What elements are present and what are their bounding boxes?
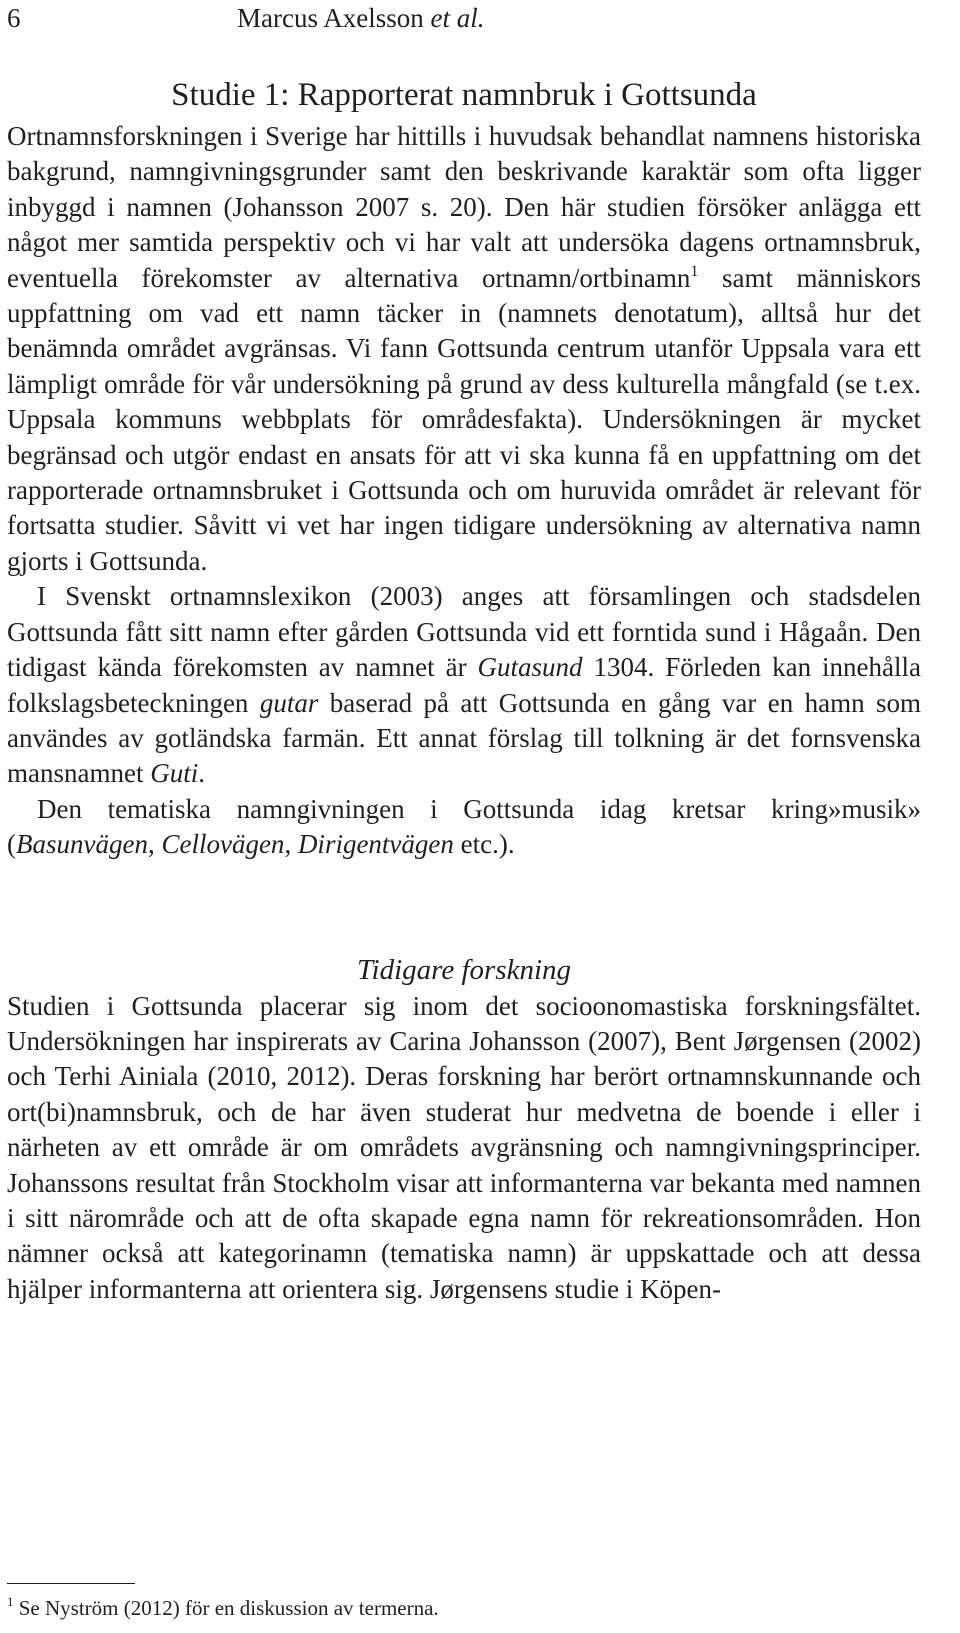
footnote: $^1$ Se Nyström (2012) för en diskussion av termerna. bbox=[7, 1594, 439, 1620]
footnote-divider bbox=[7, 1583, 135, 1584]
paragraph-tidigare-forskning: Studien i Gottsunda placerar sig inom det socioonomastiska forskningsfältet. Undersökningen har inspirerats av Carina Johansson (2007), Bent Jørgensen (2002) och Terhi Ainiala (2010, 2012). Deras forskning har berört ortnamnskunnande och ort(bi)namnsbruk, och de har även studerat hur medvetna de boende i eller i närheten av ett område är om områdets avgränsning och namngivningsprinciper. Johanssons resultat från Stockholm visar att informanterna var bekanta med namnen i sitt närområde och att de ofta skapade egna namn för rekreationsområden. Hon nämner också att kategorinamn (tematiska namn) är uppskattade och att dessa hjälper informanterna att orientera sig. Jørgensens studie i Köpen- bbox=[7, 990, 921, 1304]
section-heading-tidigare-forskning: Tidigare forskning bbox=[356, 953, 572, 986]
paragraph-ortnamnslexikon: I Svenskt ortnamnslexikon (2003) anges att församlingen och stadsdelen Gottsunda fått sitt namn efter gården Gottsunda vid ett forntida sund i Hågaån. Den tidigast kända förekomsten av namnet är Gutasund 1304. Förleden kan innehålla folkslagsbeteckningen gutar baserad på att Gottsunda en gång var en hamn som användes av gotländska farmän. Ett annat förslag till tolkning är det fornsvenska mansnamnet Guti. bbox=[7, 581, 921, 789]
paragraph-intro: Ortnamnsforskningen i Sverige har hittills i huvudsak behandlat namnens historiska bakgrund, namngivningsgrunder samt den beskrivande karaktär som ofta ligger inbyggd i namnen (Johansson 2007 s. 20). Den här studien försöker anlägga ett något mer samtida perspektiv och vi har valt att undersöka dagens ortnamnsbruk, eventuella förekomster av alternativa ortnamn/ortbinamn$^1$ samt människors uppfattning om vad ett namn täcker in (namnets denotatum), alltså hur det benämnda området avgränsas. Vi fann Gottsunda centrum utanför Uppsala vara ett lämpligt område för vår undersökning på grund av dess kulturella mångfald (se t.ex. Uppsala kommuns webbplats för områdesfakta). Undersökningen är mycket begränsad och utgör endast en ansats för att vi ska kunna få en uppfattning om det rapporterade ortnamnsbruket i Gottsunda och om huruvida området är relevant för fortsatta studier. Såvitt vi vet har ingen tidigare undersökning av alternativa namn gjorts i Gottsunda. bbox=[7, 121, 921, 576]
footnote-reference: 1 bbox=[690, 262, 699, 280]
running-title: Marcus Axelsson et al. bbox=[237, 3, 485, 33]
document-page bbox=[7, 0, 921, 1307]
page-number: 6 bbox=[7, 3, 21, 33]
paragraph-tematiska-namn: Den tematiska namngivningen i Gottsunda idag kretsar kring»musik» (Basunvägen, Cellovägen, Dirigentvägen etc.). bbox=[7, 793, 921, 860]
section-heading-studie-1: Studie 1: Rapporterat namnbruk i Gottsunda bbox=[171, 77, 757, 113]
running-header bbox=[7, 0, 921, 36]
